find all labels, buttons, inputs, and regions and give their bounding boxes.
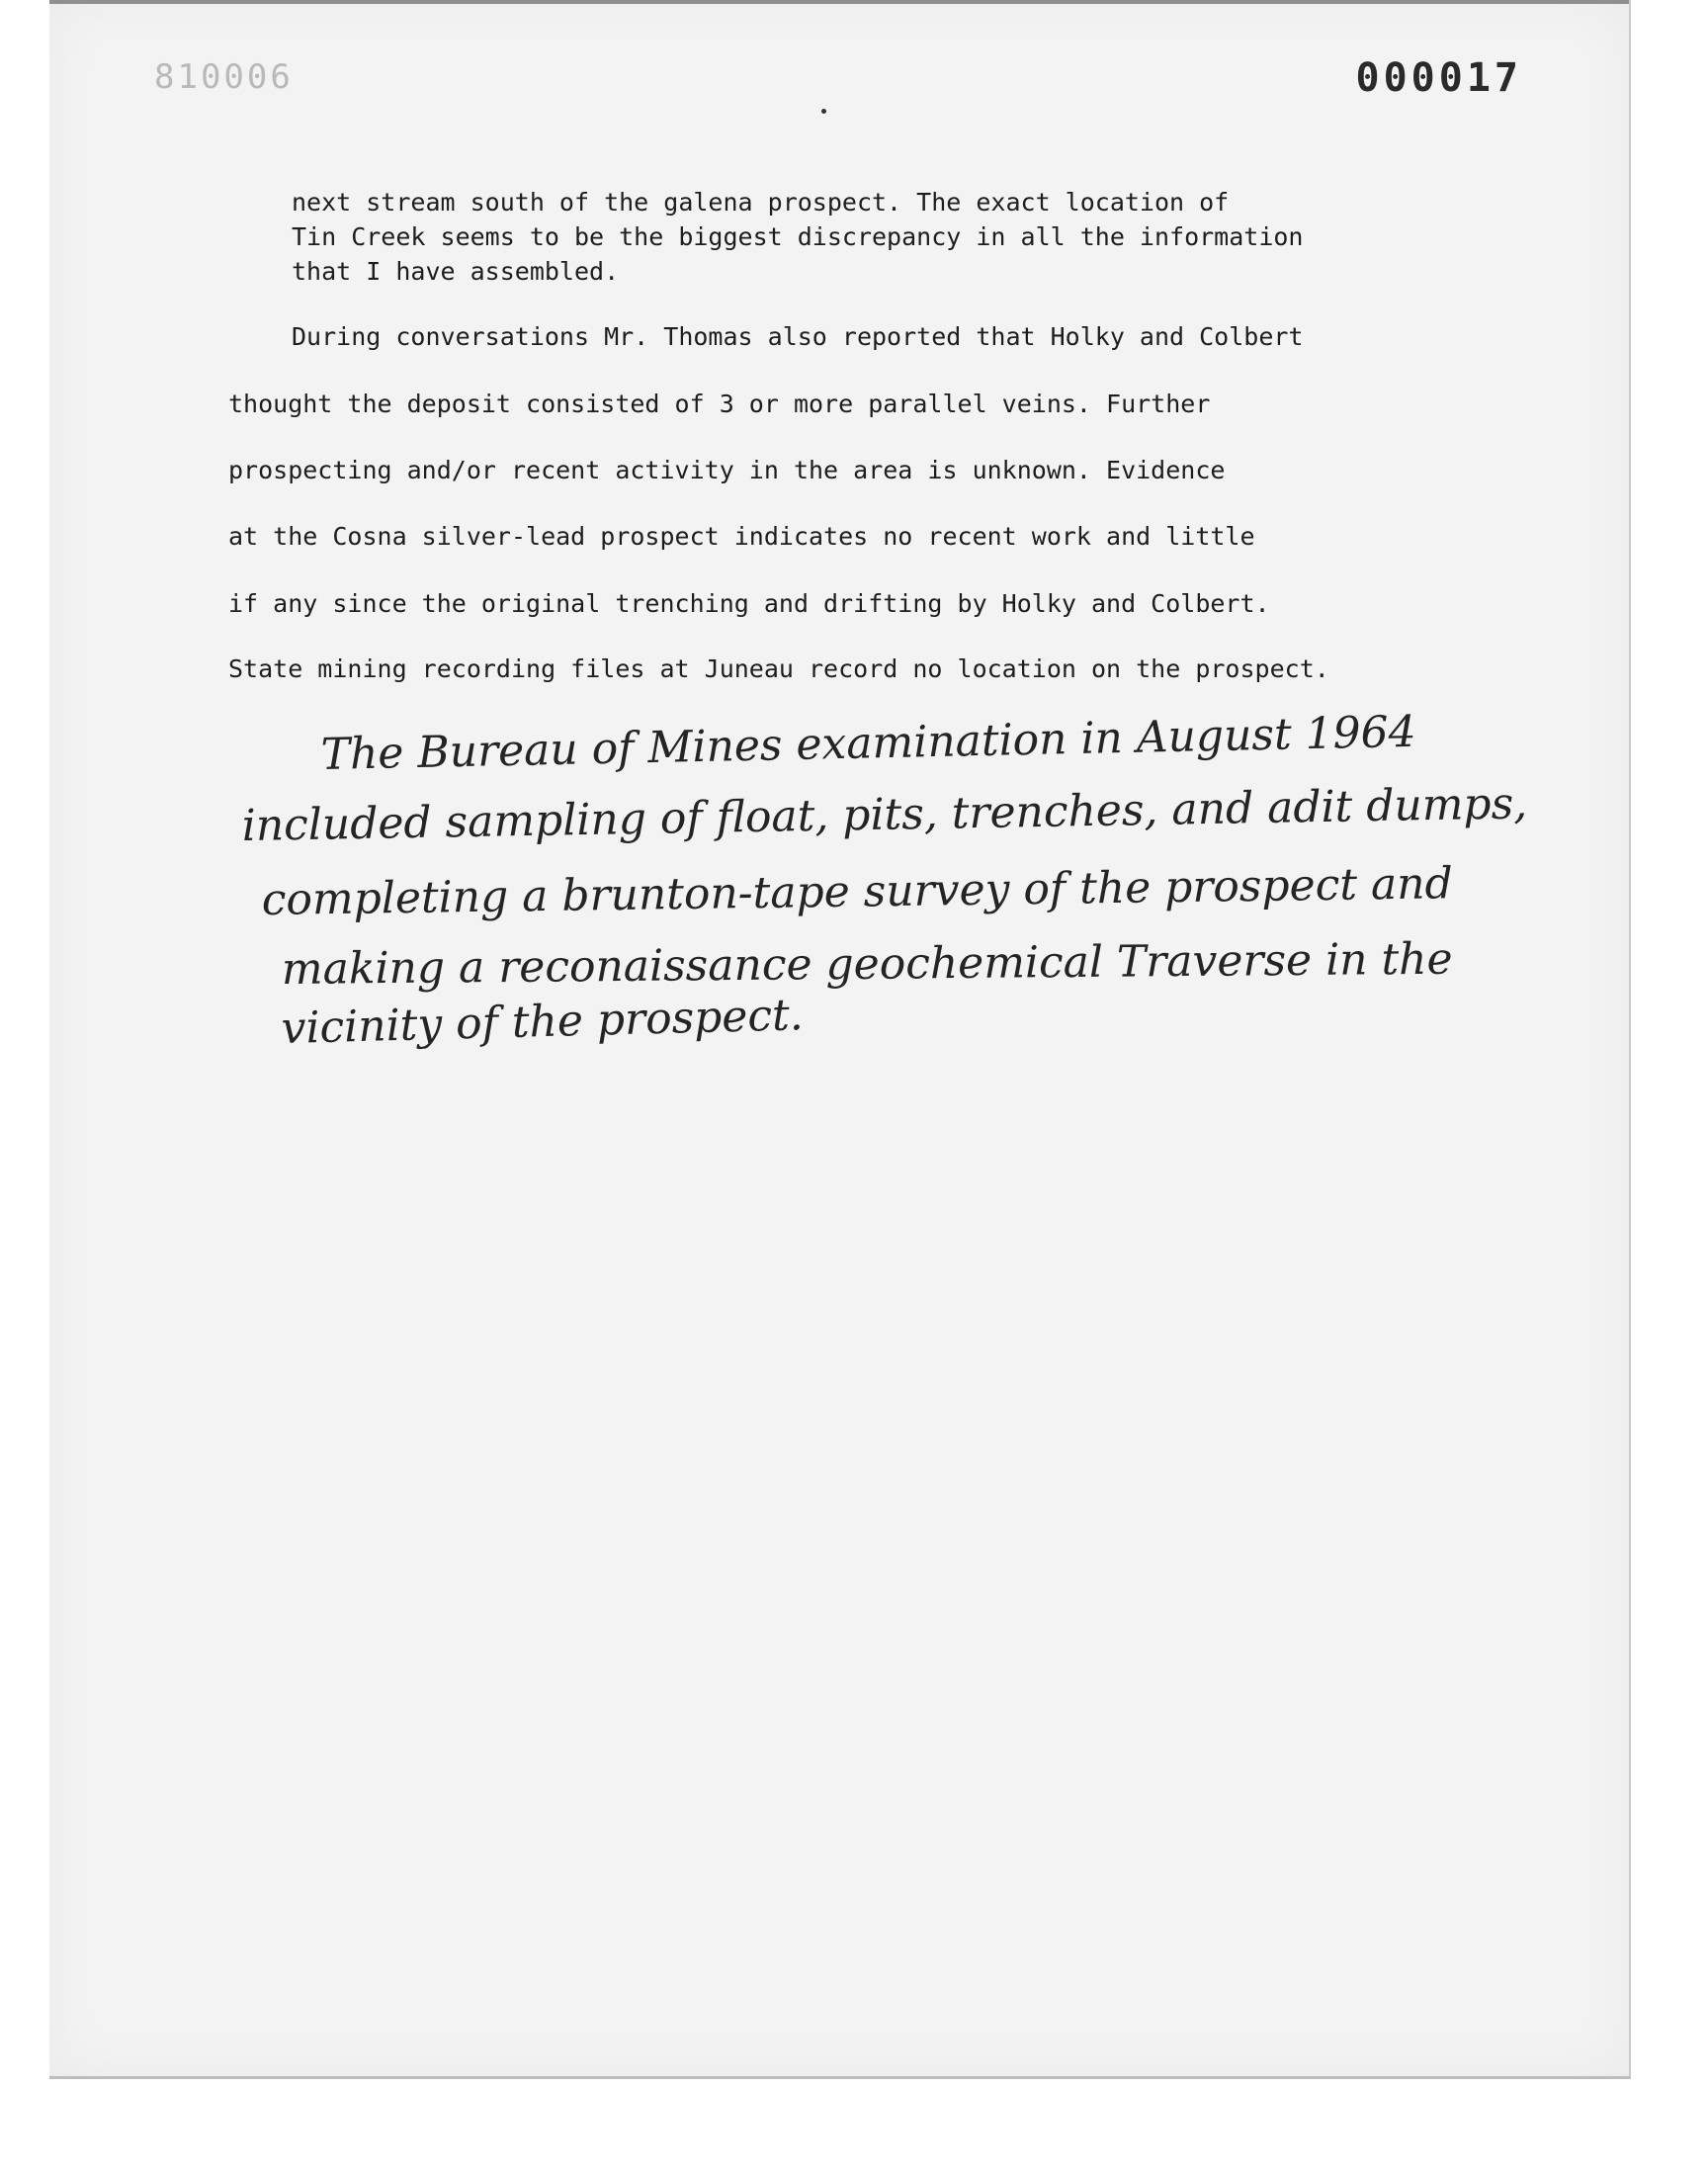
text-line: During conversations Mr. Thomas also reported that Holky and Colbert: [292, 322, 1304, 351]
page-stamp-number: 000017: [1355, 55, 1522, 101]
text-line: next stream south of the galena prospect. The exact location of: [292, 188, 1230, 217]
handwritten-line: making a reconaissance geochemical Traverse in the: [281, 933, 1453, 995]
text-line: State mining recording files at Juneau record no location on the prospect.: [228, 654, 1329, 683]
text-line: if any since the original trenching and drifting by Holky and Colbert.: [228, 589, 1270, 618]
handwritten-line: included sampling of float, pits, trenches, and adit dumps,: [241, 778, 1528, 851]
handwritten-line: completing a brunton-tape survey of the prospect and: [261, 858, 1454, 925]
text-line: that I have assembled.: [292, 257, 620, 286]
text-line: at the Cosna silver-lead prospect indicates no recent work and little: [228, 522, 1255, 551]
paper-sheet: [49, 0, 1631, 2079]
text-line: thought the deposit consisted of 3 or more parallel veins. Further: [228, 390, 1211, 418]
ghost-stamp-number: 810006: [154, 57, 294, 97]
text-line: prospecting and/or recent activity in the area is unknown. Evidence: [228, 456, 1226, 484]
text-line: Tin Creek seems to be the biggest discrepancy in all the information: [292, 222, 1304, 251]
handwritten-line: The Bureau of Mines examination in August 1964: [320, 706, 1417, 780]
handwritten-line: vicinity of the prospect.: [280, 990, 805, 1054]
handwritten-note: [49, 0, 1629, 1186]
